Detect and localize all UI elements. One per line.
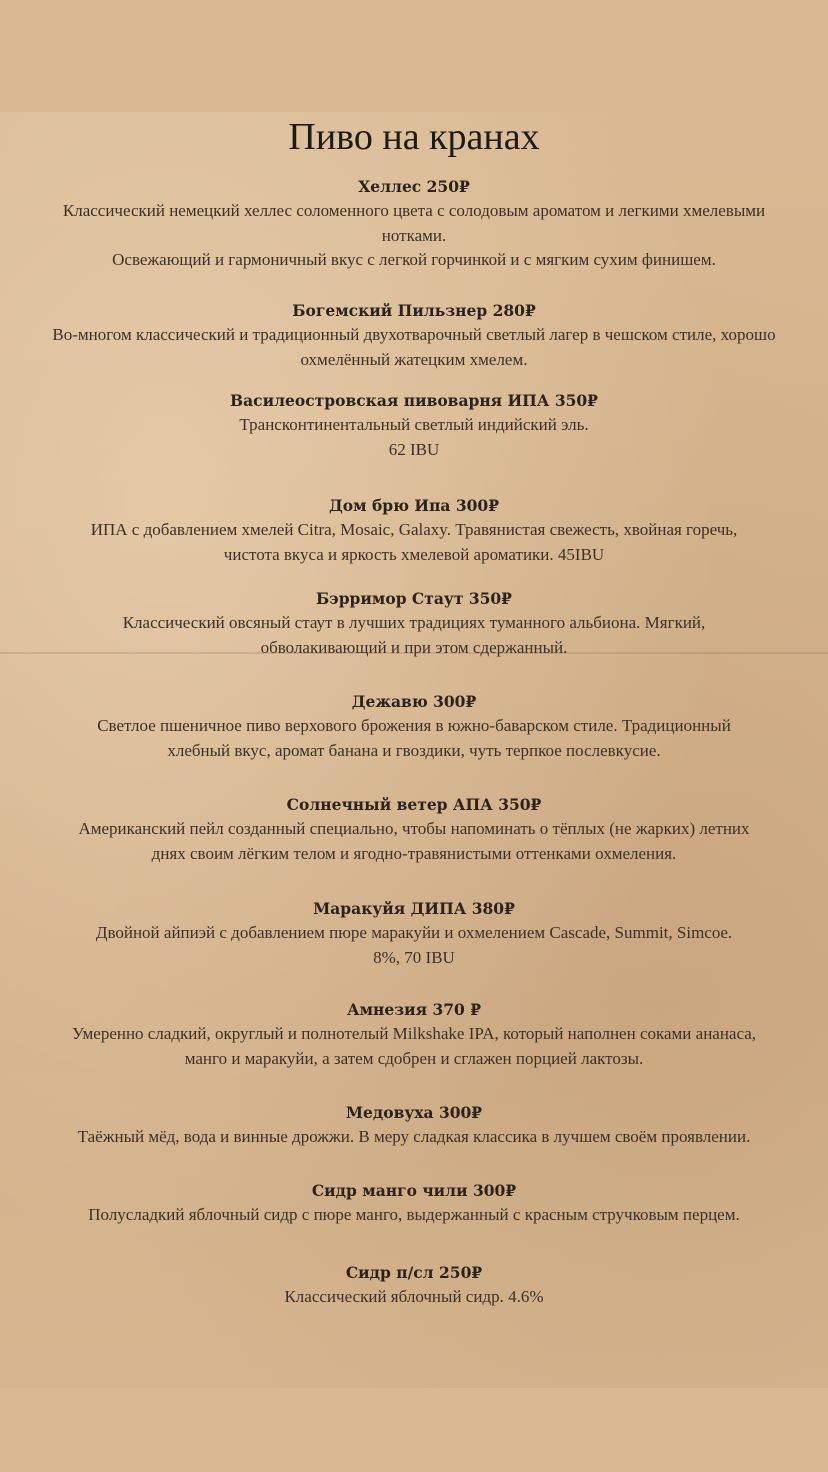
menu-item-vasileostrovskaya-ipa bbox=[0, 389, 828, 462]
item-desc-line: 8%, 70 IBU bbox=[373, 947, 455, 967]
menu-item-mead bbox=[0, 1101, 828, 1150]
menu-item-dejavu bbox=[0, 690, 828, 763]
item-name: Сидр манго чили 300₽ bbox=[311, 1181, 517, 1200]
item-name: Маракуйя ДИПА 380₽ bbox=[313, 899, 515, 918]
item-desc-line: чистота вкуса и яркость хмелевой ароматики. 45IBU bbox=[223, 544, 605, 564]
item-desc-line: Классический овсяный стаут в лучших традициях туманного альбиона. Мягкий, bbox=[122, 613, 706, 632]
item-name: Амнезия 370 ₽ bbox=[346, 1000, 482, 1019]
item-desc-line: Трансконтинентальный светлый индийский эль. bbox=[239, 415, 589, 434]
item-desc-line: Умеренно сладкий, округлый и полнотелый Milkshake IPA, который наполнен соками ананаса, bbox=[71, 1024, 757, 1043]
menu-item-cider-semisweet bbox=[0, 1261, 828, 1310]
item-desc-line: Освежающий и гармоничный вкус с легкой горчинкой и с мягким сухим финишем. bbox=[112, 250, 716, 269]
item-desc-line: ИПА с добавлением хмелей Citra, Mosaic, Galaxy. Травянистая свежесть, хвойная горечь, bbox=[90, 520, 738, 539]
menu-item-cider-mango-chili bbox=[0, 1179, 828, 1228]
item-desc-line: Таёжный мёд, вода и винные дрожжи. В меру сладкая классика в лучшем своём проявлении. bbox=[77, 1127, 751, 1146]
item-name: Дежавю 300₽ bbox=[351, 692, 477, 711]
menu-item-pilsner bbox=[0, 299, 828, 372]
item-desc-line: Двойной айпиэй с добавлением пюре маракуйи и охмелением Cascade, Summit, Simcoe. bbox=[95, 923, 733, 942]
item-name: Сидр п/сл 250₽ bbox=[345, 1263, 483, 1282]
menu-item-passionfruit-dipa bbox=[0, 897, 828, 970]
item-name: Хеллес 250₽ bbox=[358, 177, 470, 196]
item-desc-line: днях своим лёгким телом и ягодно-травянистыми оттенками охмеления. bbox=[151, 843, 677, 863]
menu-item-amnesia bbox=[0, 998, 828, 1071]
menu-title: Пиво на кранах bbox=[288, 116, 540, 158]
item-name: Медовуха 300₽ bbox=[345, 1103, 483, 1122]
item-desc-line: Светлое пшеничное пиво верхового брожения в южно-баварском стиле. Традиционный bbox=[97, 716, 731, 735]
item-name: Солнечный ветер АПА 350₽ bbox=[286, 795, 542, 814]
item-name: Богемский Пильзнер 280₽ bbox=[292, 301, 536, 320]
item-desc-line: Классический яблочный сидр. 4.6% bbox=[284, 1287, 544, 1306]
item-desc-line: Полусладкий яблочный сидр с пюре манго, выдержанный с красным стручковым перцем. bbox=[88, 1205, 740, 1224]
item-desc-line: манго и маракуйи, а затем сдобрен и сглажен порцией лактозы. bbox=[184, 1048, 644, 1068]
item-desc-line: хлебный вкус, аромат банана и гвоздики, чуть терпкое послевкусие. bbox=[167, 740, 661, 760]
item-desc-line: Американский пейл созданный специально, чтобы напоминать о тёплых (не жарких) летних bbox=[78, 819, 750, 838]
item-name: Бэрримор Стаут 350₽ bbox=[316, 589, 512, 608]
item-name: Дом брю Ипа 300₽ bbox=[328, 496, 499, 515]
menu-item-solar-wind-apa bbox=[0, 793, 828, 866]
item-desc-line: нотками. bbox=[381, 225, 447, 245]
menu-item-helles bbox=[0, 175, 828, 273]
menu-item-dom-brew-ipa bbox=[0, 494, 828, 567]
menu-paper bbox=[0, 112, 828, 1388]
item-desc-line: Во-многом классический и традиционный двухотварочный светлый лагер в чешском стиле, хорошо bbox=[52, 325, 776, 344]
item-desc-line: Классический немецкий хеллес соломенного цвета с солодовым ароматом и легкими хмелевыми bbox=[62, 201, 766, 220]
item-name: Василеостровская пивоварня ИПА 350₽ bbox=[230, 391, 598, 410]
item-desc-line: охмелённый жатецким хмелем. bbox=[300, 349, 528, 369]
menu-item-barrymore-stout bbox=[0, 587, 828, 660]
item-desc-line: обволакивающий и при этом сдержанный. bbox=[260, 637, 568, 657]
item-desc-line: 62 IBU bbox=[388, 439, 440, 459]
